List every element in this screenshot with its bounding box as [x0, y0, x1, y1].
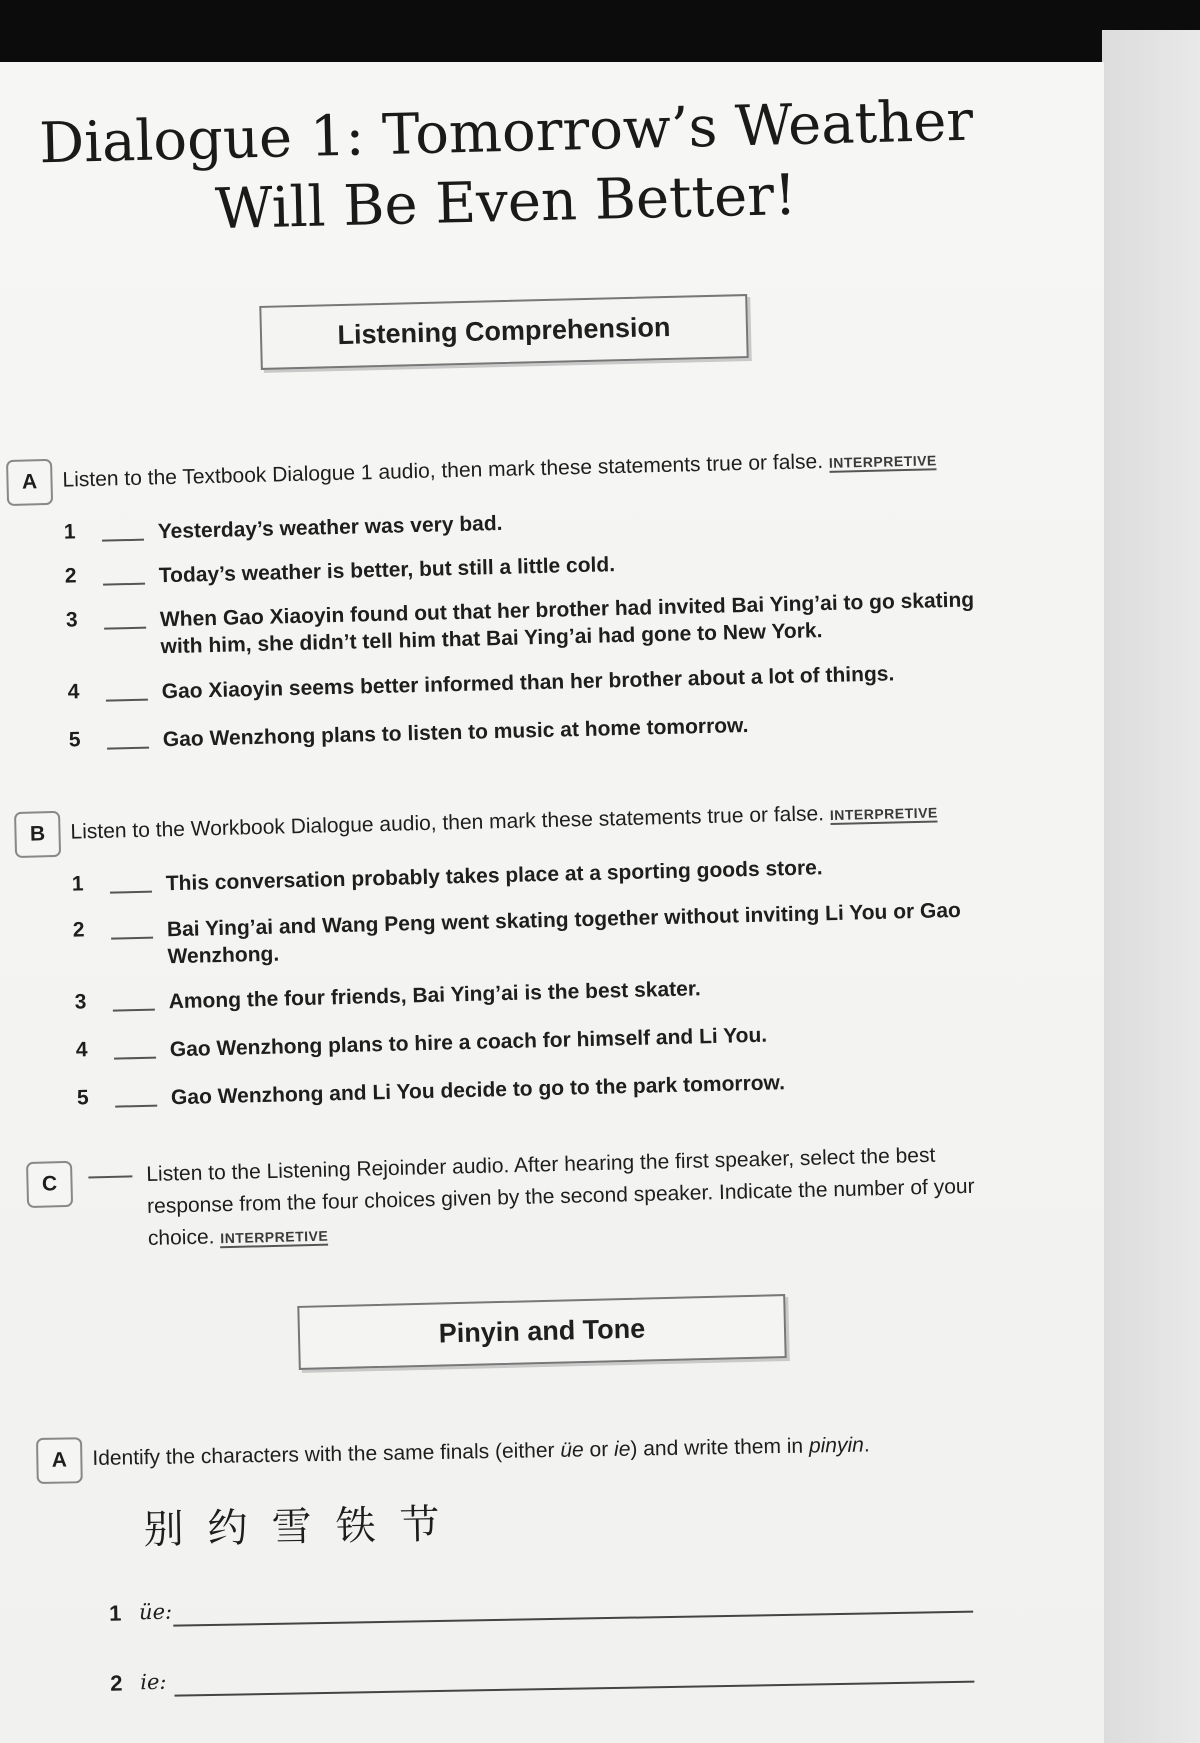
item-number: 2 [110, 1670, 123, 1696]
item-text: Gao Wenzhong plans to listen to music at home tomorrow. [162, 713, 749, 752]
item-text: Yesterday’s weather was very bad. [157, 511, 503, 544]
chinese-characters: 别约雪铁节 [143, 1501, 464, 1554]
final-ue: üe [560, 1438, 584, 1462]
section-badge: C [26, 1161, 73, 1208]
section-instruction: Listen to the Textbook Dialogue 1 audio, then mark these statements true or false. INTERPRETIVE [62, 450, 937, 492]
item-number: 4 [75, 1038, 88, 1062]
item-number: 2 [64, 564, 77, 588]
section-instruction: Listen to the Workbook Dialogue audio, then mark these statements true or false. INTERPRETIVE [70, 802, 938, 844]
item-text: Bai Ying’ai and Wang Peng went skating together without inviting Li You or Gao Wenzhong. [166, 898, 962, 969]
item-number: 3 [74, 990, 87, 1014]
section-badge: B [14, 811, 61, 858]
section-badge: A [36, 1437, 83, 1484]
title-line-1: Dialogue 1: Tomorrow’s Weather [38, 88, 974, 177]
item-text: Gao Wenzhong and Li You decide to go to the park tomorrow. [170, 1071, 786, 1110]
interpretive-tag: INTERPRETIVE [829, 804, 938, 824]
section-badge: A [6, 459, 53, 506]
item-number: 4 [67, 680, 80, 704]
item-number: 5 [76, 1086, 89, 1110]
item-text: When Gao Xiaoyin found out that her brother had invited Bai Ying’ai to go skating with him, she didn’t tell him that Bai Ying’ai had gone to New York. [159, 588, 975, 659]
page-title [38, 87, 974, 250]
section-instruction: Listen to the Listening Rejoinder audio. After hearing the first speaker, select the best response from the four choices given by the second speaker. Indicate the number of your choice. INTERPRETIVE [146, 1143, 975, 1251]
title-line-2: Will Be Even Better! [214, 162, 798, 243]
interpretive-tag: INTERPRETIVE [828, 452, 937, 471]
item-text: This conversation probably takes place at a sporting goods store. [165, 856, 823, 896]
item-text: Gao Wenzhong plans to hire a coach for himself and Li You. [169, 1023, 768, 1062]
section-instruction: Identify the characters with the same finals (either üe or ie) and write them in pinyin. [92, 1433, 870, 1471]
item-text: Today’s weather is better, but still a little cold. [158, 553, 616, 588]
facing-page-edge [1102, 30, 1200, 1743]
item-number: 1 [108, 1600, 122, 1626]
pinyin-and-tone-heading: Pinyin and Tone [297, 1294, 786, 1370]
item-number: 5 [68, 728, 81, 752]
item-number: 1 [63, 520, 76, 544]
item-text: Gao Xiaoyin seems better informed than her brother about a lot of things. [161, 662, 895, 704]
item-text: Among the four friends, Bai Ying’ai is the best skater. [168, 977, 701, 1014]
final-label: üe: [138, 1599, 173, 1625]
listening-comprehension-heading: Listening Comprehension [259, 294, 748, 370]
final-label: ie: [140, 1669, 167, 1695]
pinyin-word: pinyin [808, 1433, 865, 1458]
item-number: 3 [65, 608, 78, 632]
final-ie: ie [613, 1437, 631, 1461]
interpretive-tag: INTERPRETIVE [220, 1227, 329, 1247]
item-number: 2 [72, 918, 85, 942]
item-number: 1 [71, 872, 84, 896]
